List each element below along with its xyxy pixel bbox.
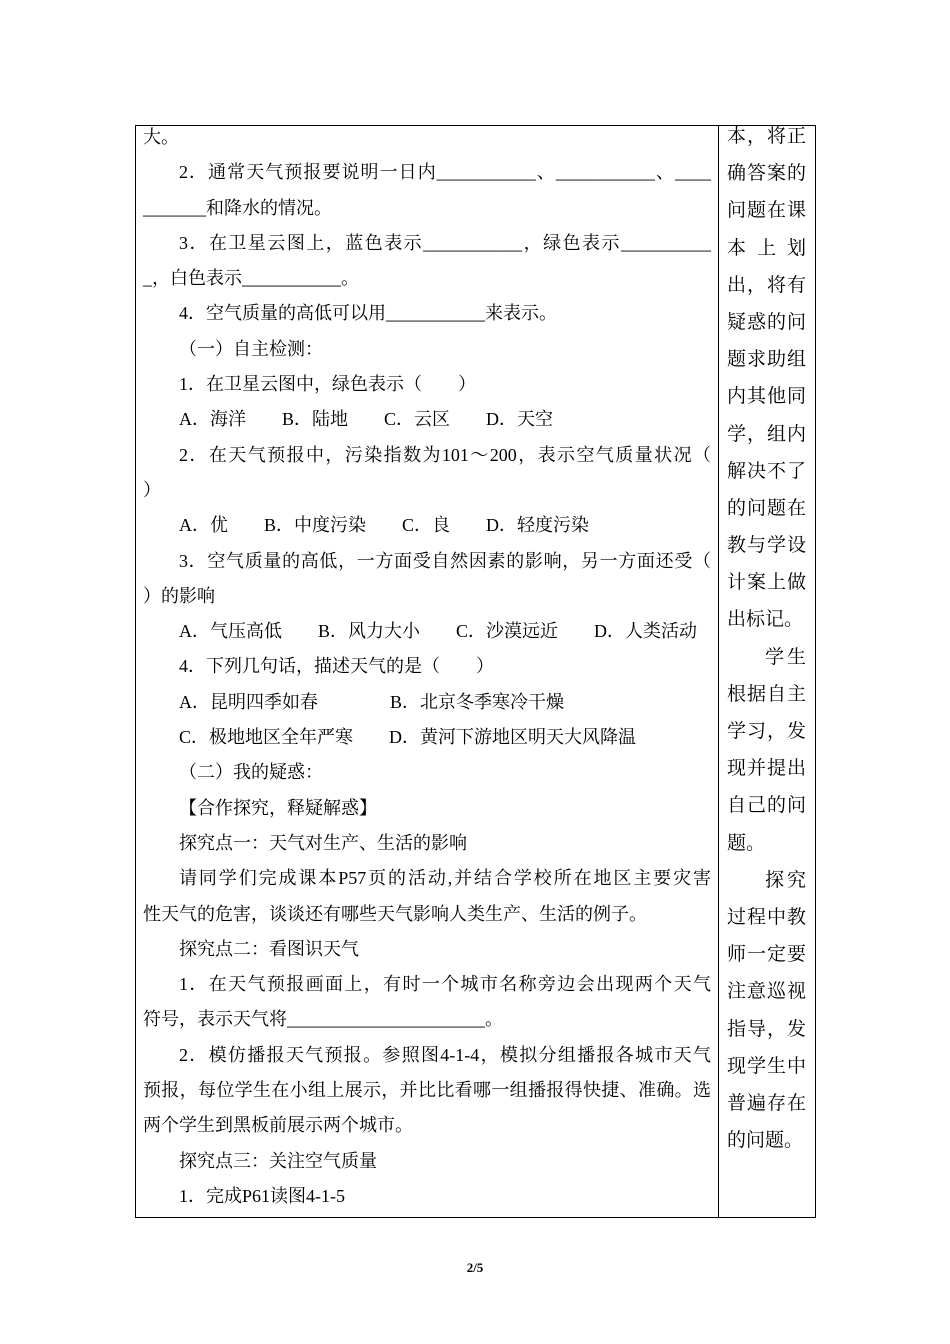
- teaching-note-line: 普遍存在: [727, 1092, 806, 1114]
- page-number: 2/5: [466, 1260, 484, 1275]
- teaching-notes-cell: [727, 118, 806, 1159]
- teaching-note-line: 出标记。: [727, 609, 804, 631]
- fill-blank-question-3: 3．在卫星云图上，蓝色表示___________，绿色表示__________: [179, 232, 711, 253]
- teaching-note-line: 师一定要: [727, 944, 806, 966]
- fill-blank-question-2: 2．通常天气预报要说明一日内___________、___________、____: [179, 162, 711, 183]
- teaching-note-line: 出，将有: [727, 274, 806, 296]
- self-test-question-1: 1．在卫星云图中，绿色表示（ ）: [179, 374, 476, 395]
- self-test-question-2-continued: ）: [143, 479, 161, 500]
- teaching-note-line: 指导，发: [727, 1018, 806, 1040]
- teaching-note-line: 自己的问: [727, 795, 806, 817]
- inquiry-point-2-item-1: 1．在天气预报画面上，有时一个城市名称旁边会出现两个天气: [179, 974, 711, 995]
- teaching-note-line: 的问题。: [727, 1130, 804, 1152]
- inquiry-point-2-item-2-continued: 预报，每位学生在小组上展示，并比比看哪一组播报得快捷、准确。选: [143, 1080, 711, 1101]
- column-divider: [718, 125, 719, 1218]
- main-content-cell: [143, 120, 711, 1214]
- teaching-note-line: 疑惑的问: [727, 311, 806, 333]
- inquiry-point-3-title: 探究点三：关注空气质量: [179, 1150, 377, 1171]
- my-doubts-heading: （二）我的疑惑：: [179, 762, 323, 783]
- teaching-note-line: 解决不了: [727, 460, 806, 482]
- self-test-question-3-options: A．气压高低 B．风力大小 C．沙漠远近 D．人类活动: [179, 621, 698, 642]
- teaching-note-line: 题求助组: [727, 349, 806, 371]
- cooperative-inquiry-heading: 【合作探究，释疑解惑】: [179, 797, 377, 818]
- self-test-question-4-options-a-b: A．昆明四季如春 B．北京冬季寒冷干燥: [179, 691, 565, 712]
- self-test-question-3: 3．空气质量的高低，一方面受自然因素的影响，另一方面还受（: [179, 550, 711, 571]
- self-test-question-3-continued: ）的影响: [143, 585, 215, 606]
- teaching-note-line: 探究: [765, 869, 806, 891]
- teaching-note-line: 学生: [765, 646, 806, 668]
- self-test-question-4: 4．下列几句话，描述天气的是（ ）: [179, 656, 494, 677]
- fill-blank-question-4: 4．空气质量的高低可以用___________来表示。: [179, 303, 557, 324]
- teaching-note-line: 本上划: [727, 237, 806, 259]
- self-test-question-1-options: A．海洋 B．陆地 C．云区 D．天空: [179, 409, 554, 430]
- teaching-note-line: 现并提出: [727, 758, 806, 780]
- teaching-note-line: 题。: [727, 832, 766, 854]
- teaching-note-line: 的问题在: [727, 497, 806, 519]
- teaching-note-line: 注意巡视: [727, 981, 806, 1003]
- inquiry-point-3-item-1: 1．完成P61读图4-1-5: [179, 1185, 345, 1206]
- teaching-note-line: 学，组内: [727, 423, 806, 445]
- teaching-note-line: 本，将正: [727, 126, 806, 147]
- teaching-note-line: 计案上做: [727, 572, 806, 594]
- teaching-note-line: 确答案的: [727, 163, 806, 185]
- inquiry-point-2-item-1-continued: 符号，表示天气将______________________。: [143, 1009, 503, 1030]
- teaching-note-line: 根据自主: [727, 683, 806, 705]
- inquiry-point-2-title: 探究点二：看图识天气: [179, 938, 359, 959]
- inquiry-point-1-title: 探究点一：天气对生产、生活的影响: [179, 832, 467, 853]
- inquiry-point-2-item-2: 2．模仿播报天气预报。参照图4-1-4，模拟分组播报各城市天气: [179, 1044, 711, 1065]
- teaching-note-line: 教与学设: [727, 535, 806, 557]
- fill-blank-question-3-continued: _，白色表示___________。: [143, 268, 359, 289]
- inquiry-point-1-text: 请同学们完成课本P57页的活动,并结合学校所在地区主要灾害: [179, 868, 711, 889]
- teaching-note-line: 学习，发: [727, 721, 806, 742]
- fill-blank-question-2-continued: _______和降水的情况。: [143, 197, 332, 218]
- teaching-note-line: 内其他同: [727, 386, 806, 408]
- teaching-note-line: 过程中教: [727, 906, 806, 928]
- teaching-note-line: 问题在课: [727, 200, 806, 222]
- self-test-heading: （一）自主检测：: [179, 338, 323, 359]
- self-test-question-4-options-c-d: C．极地地区全年严寒 D．黄河下游地区明天大风降温: [179, 727, 637, 748]
- inquiry-point-2-item-2-end: 两个学生到黑板前展示两个城市。: [143, 1115, 413, 1136]
- self-test-question-2-options: A．优 B．中度污染 C．良 D．轻度污染: [179, 515, 590, 536]
- continued-text-line: 大。: [143, 127, 179, 147]
- inquiry-point-1-text-continued: 性天气的危害，谈谈还有哪些天气影响人类生产、生活的例子。: [143, 903, 647, 924]
- teaching-note-line: 现学生中: [727, 1055, 806, 1077]
- self-test-question-2: 2．在天气预报中，污染指数为101～200，表示空气质量状况（: [179, 444, 711, 465]
